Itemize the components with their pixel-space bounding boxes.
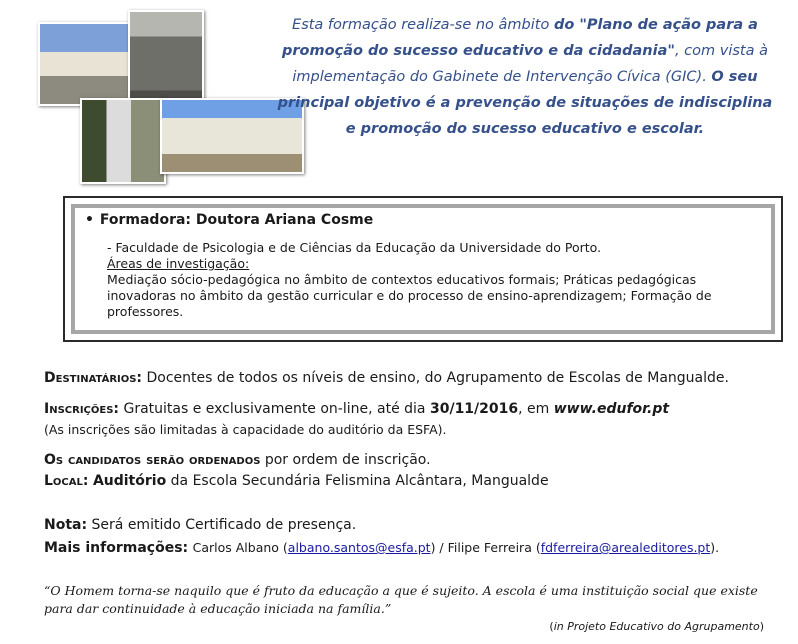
- registration-line: [44, 400, 669, 418]
- school-photo-collage: [30, 10, 270, 180]
- email-link-2[interactable]: fdferreira@arealeditores.pt: [540, 540, 711, 555]
- note-text: Será emitido Certificado de presença.: [91, 517, 357, 533]
- more-info-end: ).: [710, 540, 720, 555]
- more-info-line: [44, 539, 719, 557]
- registration-note: (As inscrições são limitadas à capacidade do auditório da ESFA).: [44, 422, 447, 437]
- intro-part2: , com vista à implementação do Gabinete de Intervenção Cívica (GIC).: [292, 43, 768, 85]
- trainer-heading: [85, 212, 761, 228]
- recipients-label: Destinatários:: [44, 370, 143, 386]
- research-areas-label: Áreas de investigação:: [107, 256, 250, 271]
- trainer-name: Doutora Ariana Cosme: [195, 212, 374, 228]
- source-open: (: [549, 620, 554, 633]
- intro-part1: Esta formação realiza-se no âmbito: [292, 17, 554, 33]
- more-info-label: Mais informações:: [44, 540, 189, 556]
- registration-site-link[interactable]: www.edufor.pt: [553, 401, 670, 417]
- order-line: [44, 451, 431, 469]
- intro-paragraph: [275, 12, 775, 142]
- recipients-text: Docentes de todos os níveis de ensino, do Agrupamento de Escolas de Mangualde.: [146, 370, 729, 386]
- order-text: por ordem de inscrição.: [264, 452, 431, 468]
- trainer-box-inner: [71, 204, 775, 334]
- trainer-affiliation: - Faculdade de Psicologia e de Ciências da Educação da Universidade do Porto.: [107, 240, 602, 255]
- email-link-1[interactable]: albano.santos@esfa.pt: [287, 540, 431, 555]
- source-title: in Projeto Educativo do Agrupamento: [553, 620, 760, 633]
- registration-date: 30/11/2016: [429, 401, 519, 417]
- intro-bold1: do "Plano de ação para a promoção do sucesso educativo e da cidadania": [282, 17, 758, 59]
- note-label: Nota:: [44, 517, 88, 533]
- registration-sep: , em: [518, 401, 550, 417]
- order-label: Os candidatos serão ordenados: [44, 452, 261, 468]
- school-photo-3: [80, 98, 166, 184]
- registration-label: Inscrições:: [44, 401, 120, 417]
- more-info-name1: Carlos Albano (: [192, 540, 288, 555]
- recipients-line: [44, 369, 729, 387]
- trainer-label: Formadora:: [99, 212, 192, 228]
- more-info-mid: ) / Filipe Ferreira (: [430, 540, 541, 555]
- school-photo-2: [128, 10, 204, 112]
- source-close: ): [759, 620, 764, 633]
- note-line: [44, 516, 356, 534]
- quote-text: “O Homem torna-se naquilo que é fruto da educação a que é sujeito. A escola é uma instituição social que existe para dar continuidade à educação iniciada na família.”: [44, 583, 758, 616]
- registration-text: Gratuitas e exclusivamente on-line, até dia: [123, 401, 426, 417]
- place-label: Local:: [44, 473, 89, 489]
- place-line: [44, 472, 549, 490]
- bullet-icon: •: [85, 212, 94, 228]
- place-venue: Auditório: [92, 473, 167, 489]
- school-photo-1: [38, 22, 134, 106]
- place-text: da Escola Secundária Felismina Alcântara, Mangualde: [170, 473, 549, 489]
- intro-bold2: O seu principal objetivo é a prevenção de situações de indisciplina e promoção do sucesso educativo e escolar.: [277, 69, 773, 137]
- research-areas: Mediação sócio-pedagógica no âmbito de contextos educativos formais; Práticas pedagógicas inovadoras no âmbito da gestão curricular e do processo de ensino-aprendizagem; Formação de professores.: [107, 272, 712, 319]
- quote-source: [549, 620, 764, 633]
- trainer-info: [107, 240, 761, 320]
- trainer-box: [63, 196, 783, 342]
